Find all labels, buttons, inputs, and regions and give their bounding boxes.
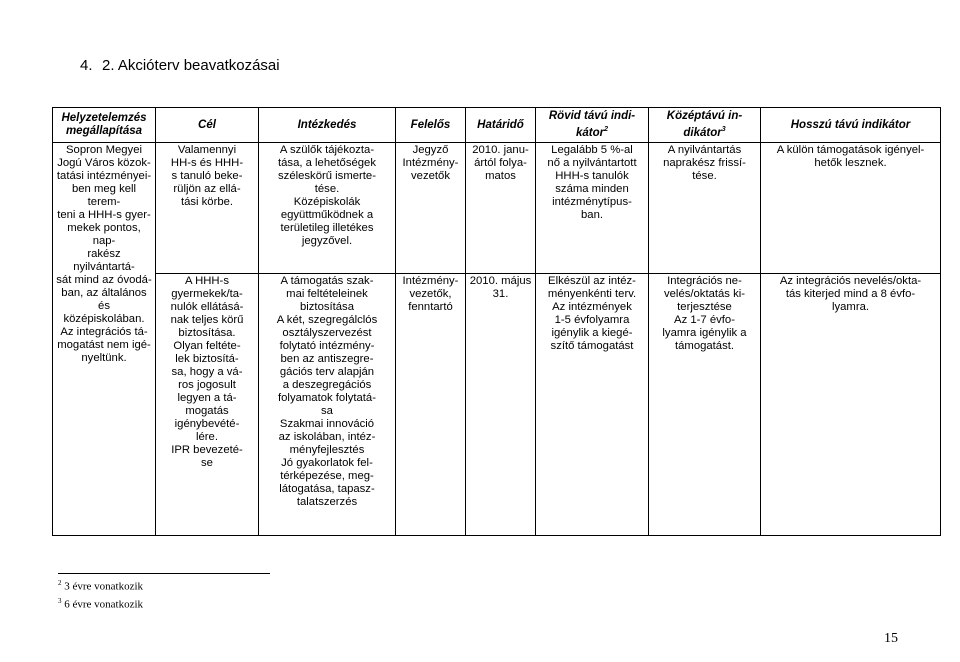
action-plan-table [52,107,941,536]
section-number: 4. [80,57,93,74]
footnote-mark: 3 [58,596,62,605]
section-heading [80,57,280,74]
section-title: 2. Akcióterv beavatkozásai [102,57,280,74]
cell-mid-indicator: Integrációs ne- velés/oktatás ki- terjesztése Az 1-7 évfo- lyamra igénylik a támogatást. [649,274,761,536]
header-responsible: Felelős [396,108,466,143]
cell-long-indicator: Az integrációs nevelés/okta- tás kiterjed mind a 8 évfo- lyamra. [761,274,941,536]
header-short-indicator: Rövid távú indi- kátor$^2$ [536,108,649,143]
footnote-ref-3: 3 [721,126,726,134]
header-goal: Cél [156,108,259,143]
header-row [53,108,941,143]
cell-deadline: 2010. május 31. [466,274,536,536]
footnote-separator [58,573,270,574]
footnote-item [58,576,143,594]
header-deadline: Határidő [466,108,536,143]
cell-mid-indicator: A nyilvántartás naprakész frissí- tése. [649,143,761,274]
header-situation: Helyzetelemzés megállapítása [53,108,156,143]
cell-situation: Sopron Megyei Jogú Város közok- tatási intézményei- ben meg kell terem- teni a HHH-s gyer- mekek pontos, nap- rakész nyilvántartá- sát mind az óvodá- ban, az általános és középiskolában. Az integrációs tá- mogatást nem igé- nyeltünk. [53,143,156,536]
cell-short-indicator: Legalább 5 %-al nő a nyilvántartott HHH-s tanulók száma minden intézménytípus- ban. [536,143,649,274]
cell-measure: A támogatás szak- mai feltételeinek biztosítása A két, szegregálclós osztályszervezést folytató intézmény- ben az antiszegre- gációs terv alapján a deszegregációs folyamatok folytatá- sa Szakmai innováció az iskolában, intéz- ményfejlesztés Jó gyakorlatok fel- térképezése, meg- látogatása, tapasz- talatszerzés [259,274,396,536]
footnote-text: 3 évre vonatkozik [64,580,144,593]
footnote-mark: 2 [58,579,62,587]
cell-responsible: Intézmény- vezetők, fenntartó [396,274,466,536]
cell-short-indicator: Elkészül az intéz- ményenkénti terv. Az intézmények 1-5 évfolyamra igénylik a kiegé- szítő támogatást [536,274,649,536]
cell-deadline: 2010. janu- ártól folya- matos [466,143,536,274]
header-long-indicator: Hosszú távú indikátor [761,108,941,143]
table-row [53,143,941,274]
cell-long-indicator: A külön támogatások igényel- hetők lesznek. [761,143,941,274]
footnote-text: 6 évre vonatkozik [64,598,144,611]
cell-responsible: Jegyző Intézmény- vezetők [396,143,466,274]
page-number: 15 [884,631,898,646]
footnote-item [58,594,143,612]
footnote-ref-2: 2 [604,126,609,134]
cell-goal: A HHH-s gyermekek/ta- nulók ellátásá- nak teljes körű biztosítása. Olyan feltéte- lek biztosítá- sa, hogy a vá- ros jogosult legyen a tá- mogatás igénybevété- lére. IPR bevezeté- se [156,274,259,536]
header-mid-indicator: Középtávú in- dikátor$^3$ [649,108,761,143]
table-row [53,274,941,536]
footnotes [58,576,143,611]
cell-goal: Valamennyi HH-s és HHH- s tanuló beke- rüljön az ellá- tási körbe. [156,143,259,274]
header-measure: Intézkedés [259,108,396,143]
cell-measure: A szülők tájékozta- tása, a lehetőségek széleskörű ismerte- tése. Középiskolák együttműködnek a területileg illetékes jegyzővel. [259,143,396,274]
